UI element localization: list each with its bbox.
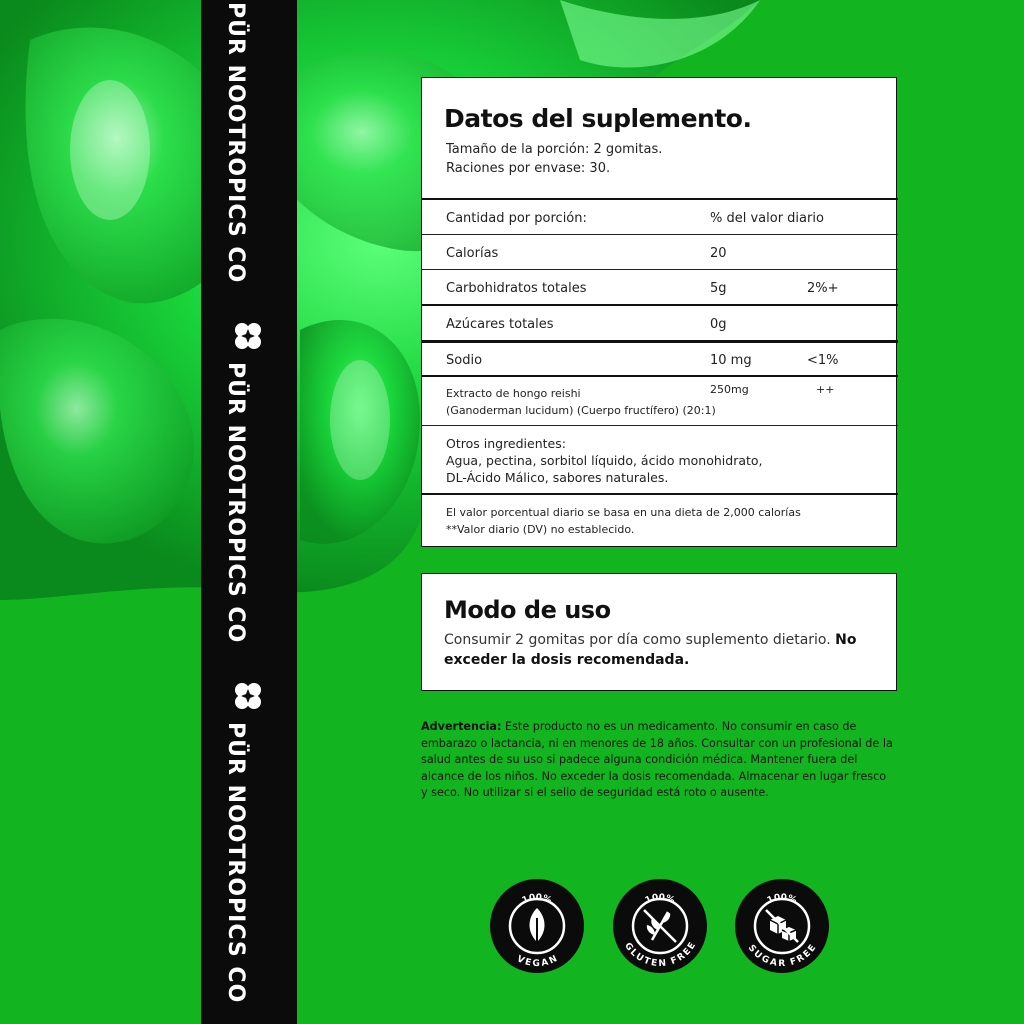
amount-per-serving-label: Cantidad por porción: xyxy=(446,211,587,226)
row-amount: 5g xyxy=(710,281,727,296)
other-ingredients-text xyxy=(446,435,763,486)
extract-dv: ++ xyxy=(816,383,835,396)
serving-info xyxy=(446,140,662,178)
badge-top-text: 100% xyxy=(520,892,553,907)
brand-name: PÜR NOOTROPICS CO xyxy=(223,2,248,284)
extract-amount: 250mg xyxy=(710,383,749,396)
other-ingredients-line-1: Agua, pectina, sorbitol líquido, ácido monohidrato, xyxy=(446,453,763,468)
servings-per-container: Raciones por envase: 30. xyxy=(446,161,611,176)
footnotes xyxy=(422,493,898,547)
daily-value-label: % del valor diario xyxy=(710,211,824,226)
usage-title: Modo de uso xyxy=(444,596,611,624)
supplement-facts-card xyxy=(421,77,897,547)
other-ingredients-label: Otros ingredientes: xyxy=(446,436,566,451)
badge-bottom-text: SUGAR FREE xyxy=(745,943,819,970)
footnote-2: **Valor diario (DV) no establecido. xyxy=(446,523,635,536)
row-dv: <1% xyxy=(807,353,839,368)
extract-line-2: (Ganoderman lucidum) (Cuerpo fructífero) (20:1) xyxy=(446,404,716,417)
brand-logo-icon xyxy=(232,680,264,712)
row-dv: 2%+ xyxy=(807,281,839,296)
extract-line-1: Extracto de hongo reishi xyxy=(446,387,581,400)
vegan-badge xyxy=(489,878,585,974)
footnotes-text xyxy=(446,504,801,538)
row-name: Azúcares totales xyxy=(446,317,554,332)
usage-instructions: Consumir 2 gomitas por día como suplemento dietario. xyxy=(444,632,831,648)
row-amount: 10 mg xyxy=(710,353,752,368)
badge-top-text: 100% xyxy=(643,892,676,907)
warning-text xyxy=(421,719,895,802)
usage-text xyxy=(444,630,864,670)
table-row xyxy=(422,234,898,269)
row-name: Carbohidratos totales xyxy=(446,281,587,296)
warning-body: Este producto no es un medicamento. No consumir en caso de embarazo o lactancia, ni en menores de 18 años. Consultar con un profesional de la salud antes de su uso si padece alguna condición médica. Mantener fuera del alcance de los niños. No exceder la dosis recomendada. Almacenar en lugar fresco y seco. No utilizar si el sello de seguridad está roto o ausente. xyxy=(421,720,893,800)
badge-bottom-text: GLUTEN FREE xyxy=(622,941,699,970)
table-row xyxy=(422,340,898,375)
badge-top-text: 100% xyxy=(765,892,798,907)
row-amount: 0g xyxy=(710,317,727,332)
usage-card xyxy=(421,573,897,691)
badge-bottom-text: VEGAN xyxy=(515,954,559,970)
other-ingredients-line-2: DL-Ácido Málico, sabores naturales. xyxy=(446,470,669,485)
brand-logo-icon xyxy=(232,320,264,352)
serving-size: Tamaño de la porción: 2 gomitas. xyxy=(446,142,663,157)
usage-dose-warning: No exceder la dosis recomendada. xyxy=(444,632,857,668)
facts-title: Datos del suplemento. xyxy=(444,104,752,133)
facts-header-row xyxy=(422,198,898,234)
warning-label: Advertencia: xyxy=(421,720,502,733)
table-row xyxy=(422,304,898,340)
other-ingredients xyxy=(422,425,898,493)
footnote-1: El valor porcentual diario se basa en una dieta de 2,000 calorías xyxy=(446,506,801,519)
row-name: Sodio xyxy=(446,353,483,368)
brand-strip xyxy=(201,0,297,1024)
extract-row xyxy=(422,375,898,425)
row-amount: 20 xyxy=(710,246,727,261)
brand-name: PÜR NOOTROPICS CO xyxy=(223,362,248,644)
gluten-free-badge xyxy=(612,878,708,974)
row-name: Calorías xyxy=(446,246,499,261)
sugar-free-badge xyxy=(734,878,830,974)
brand-name: PÜR NOOTROPICS CO xyxy=(223,722,248,1004)
table-row xyxy=(422,269,898,304)
extract-name xyxy=(446,385,716,419)
